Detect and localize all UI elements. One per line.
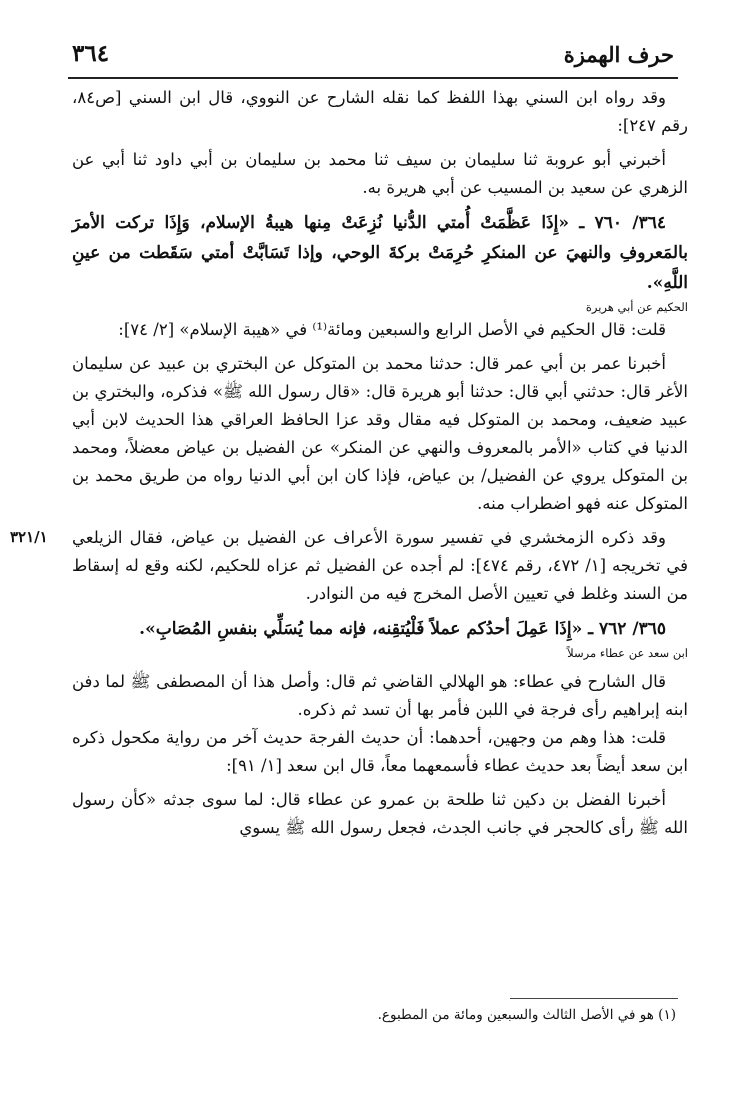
margin-reference: ٣٢١/١ bbox=[10, 528, 48, 546]
hadith-760-source: الحكيم عن أبي هريرة bbox=[585, 300, 688, 314]
footnote: (١) هو في الأصل الثالث والسبعين ومائة من المطبوع. bbox=[377, 1007, 676, 1023]
hadith-762: ٣٦٥/ ٧٦٢ ـ «إِذَا عَمِلَ أحدُكم عملاً فَلْيُتقِنه، فإنه مما يُسَلِّي بنفسِ المُصَابِ». bbox=[139, 619, 666, 639]
paragraph-intro: وقد رواه ابن السني بهذا اللفظ كما نقله الشارح عن النووي، قال ابن السني [ص٨٤، رقم ٢٤٧]: bbox=[72, 88, 688, 135]
paragraph-isnad-3: أخبرنا الفضل بن دكين ثنا طلحة بن عمرو عن عطاء قال: لما سوى جدثه «كأن رسول الله ﷺ رأى كالحجر في جانب الجدث، فجعل رسول الله ﷺ يسوي bbox=[72, 790, 688, 837]
paragraph-isnad-2: أخبرنا عمر بن أبي عمر قال: حدثنا محمد بن المتوكل عن البختري بن عبيد عن سليمان الأغر قال: حدثني أبي قال: حدثنا أبو هريرة قال: «قال رسول الله ﷺ» فذكره، والبختري بن عبيد ضعيف، ومحمد بن المتوكل فيه مقال وقد عزا الحافظ العراقي هذا الحديث لابن أبي الدنيا في كتاب «الأمر بالمعروف والنهي عن المنكر» عن الفضيل بن عياض معضلاً، ومحمد بن المتوكل يروي عن الفضيل/ بن عياض، فإذا كان ابن أبي الدنيا رواه من طريق محمد بن المتوكل عنه فهو اضطراب منه. bbox=[72, 354, 688, 513]
paragraph-comment-2: قلت: هذا وهم من وجهين، أحدهما: أن حديث الفرجة حديث آخر من رواية مكحول ذكره ابن سعد أيضاً بعد حديث عطاء فأسمعهما معاً، قال ابن سعد [١/ ٩١]: bbox=[72, 728, 688, 775]
header-rule bbox=[68, 77, 678, 79]
page-header bbox=[72, 38, 674, 78]
page-number: ٣٦٤ bbox=[72, 40, 110, 67]
hadith-760: ٣٦٤/ ٧٦٠ ـ «إِذَا عَظَّمَتْ أُمتي الدُّنيا نُزِعَتْ مِنها هيبةُ الإسلام، وَإِذَا تركت الأمرَ بالمَعروفِ والنهيَ عن المنكرِ حُرِمَتْ بركةَ الوحي، وإذا تَسَابَّتْ أمتي سَقَطت من عينِ اللَّهِ». bbox=[72, 213, 688, 293]
main-text bbox=[72, 84, 688, 842]
paragraph-sharih: قال الشارح في عطاء: هو الهلالي القاضي ثم قال: وأصل هذا أن المصطفى ﷺ لما دفن ابنه إبراهيم رأى فرجة في اللبن فأمر بها أن تسد ثم ذكره. bbox=[72, 672, 688, 719]
paragraph-comment-1: قلت: قال الحكيم في الأصل الرابع والسبعين ومائة⁽¹⁾ في «هيبة الإسلام» [٢/ ٧٤]: bbox=[118, 320, 666, 339]
chapter-title: حرف الهمزة bbox=[563, 42, 674, 67]
paragraph-zamakhshari: وقد ذكره الزمخشري في تفسير سورة الأعراف عن الفضيل بن عياض، فقال الزيلعي في تخريجه [١/ ٤٧٢، رقم ٤٧٤]: لم أجده عن الفضيل ثم عزاه للحكيم، لكنه وقع له إسقاط من السند وغلط في تعيين الأصل المخرج فيه من النوادر. bbox=[72, 528, 688, 603]
hadith-762-source: ابن سعد عن عطاء مرسلاً bbox=[567, 646, 688, 660]
paragraph-isnad-1: أخبرني أبو عروبة ثنا سليمان بن سيف ثنا محمد بن سليمان بن أبي داود ثنا أبي عن الزهري عن سعيد بن المسيب عن أبي هريرة به. bbox=[72, 150, 688, 197]
footnote-rule bbox=[510, 998, 678, 999]
